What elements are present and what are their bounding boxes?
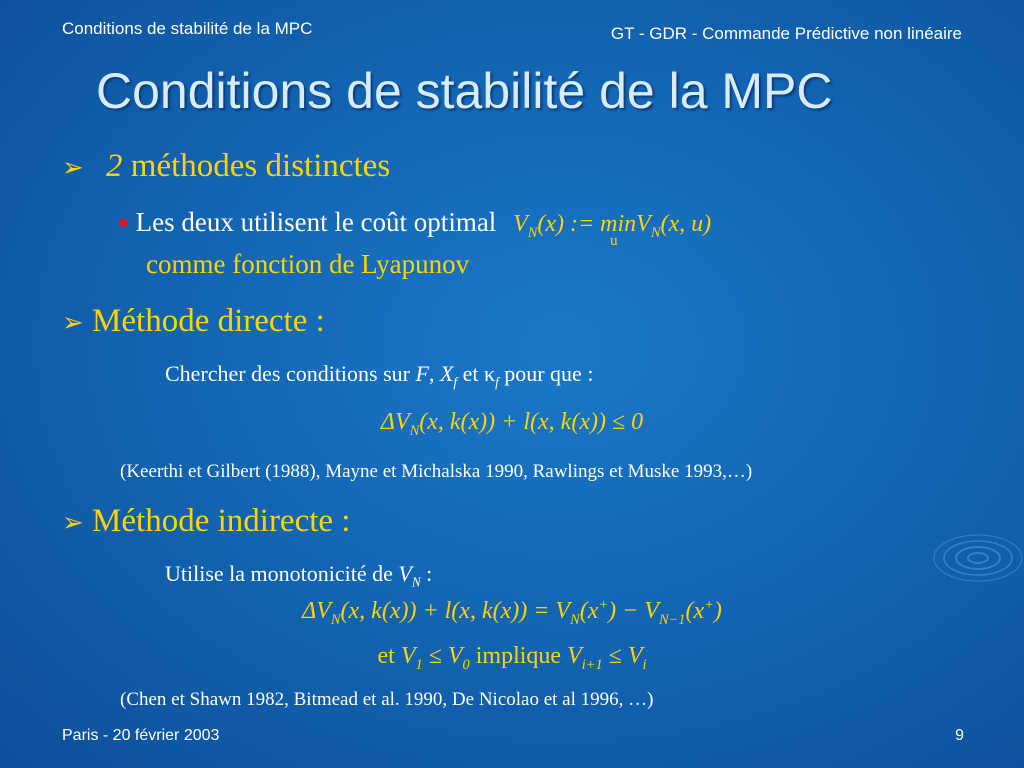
section-3-heading — [62, 503, 350, 540]
indirect-method-text: Utilise la monotonicité de $V_N$ : — [165, 561, 433, 590]
direct-references: (Keerthi et Gilbert (1988), Mayne et Michalska 1990, Rawlings et Muske 1993,…) — [120, 461, 753, 482]
sub-text: Les deux utilisent le coût optimal — [135, 207, 497, 237]
lyapunov-text: comme fonction de Lyapunov — [146, 249, 470, 279]
section-3-label: Méthode indirecte : — [92, 503, 351, 539]
water-ripple-icon — [930, 520, 1024, 620]
footer-date: Paris - 20 février 2003 — [62, 727, 220, 744]
section-1-text: méthodes distinctes — [130, 148, 391, 184]
section-2-heading — [62, 303, 325, 340]
optimal-cost-formula: $V_N(x)$ := min u $V_N(x$, u) — [513, 211, 712, 249]
methods-count: 2 — [106, 148, 123, 184]
direct-method-text: Chercher des conditions sur F, $X_f$ et $\kappa_f$ pour que : — [165, 361, 594, 390]
indirect-formula-2: et $V_1 \le V_0$ implique $V_{i+1} \le V_i$ — [377, 643, 647, 673]
indirect-references: (Chen et Shawn 1982, Bitmead et al. 1990, De Nicolao et al 1996, …) — [120, 689, 654, 710]
direct-condition-formula: $\Delta V_N(x$, k(x)) + l(x, k(x)) ≤ 0 — [380, 409, 644, 439]
arrow-bullet-icon: ➢ — [62, 508, 84, 538]
arrow-bullet-icon: ➢ — [62, 308, 84, 338]
arrow-bullet-icon: ➢ — [62, 153, 84, 183]
section-1-sub — [118, 207, 712, 249]
page-number: 9 — [955, 727, 964, 744]
header-right: GT - GDR - Commande Prédictive non linéaire — [610, 24, 962, 43]
section-1-heading — [62, 148, 390, 185]
header-left: Conditions de stabilité de la MPC — [62, 19, 313, 38]
dot-bullet-icon: ● — [118, 212, 129, 232]
indirect-formula-1: $\Delta V_N(x$, k(x)) + l(x, $k(x)) = V_N(x^+) - V_{N-1}(x^+)$ — [302, 597, 722, 628]
section-2-label: Méthode directe : — [92, 303, 325, 339]
slide-title: Conditions de stabilité de la MPC — [96, 63, 833, 119]
